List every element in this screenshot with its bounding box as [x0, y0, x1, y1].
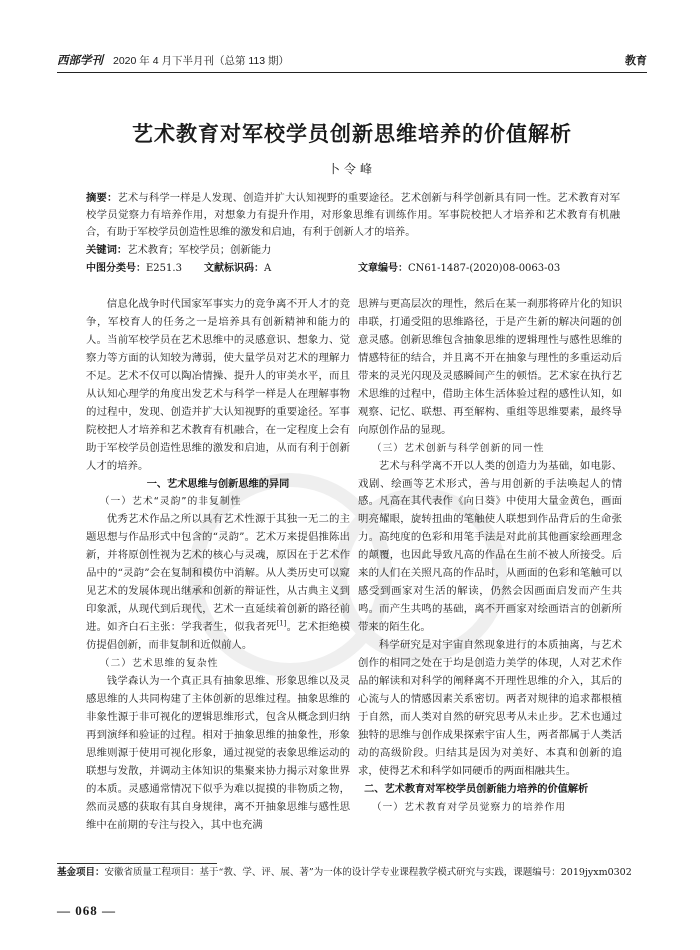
running-header [57, 50, 647, 70]
abstract-block [86, 190, 620, 259]
clc-code [86, 259, 182, 274]
article-title: 艺术教育对军校学员创新思维培养的价值解析 [132, 122, 572, 146]
abstract [86, 190, 620, 242]
text-run: 二、艺术教育对军校学员创新能力培养的价值解析 [364, 783, 589, 795]
footnote [57, 866, 647, 879]
footnote-text: 安徽省质量工程项目：基于“教、学、评、展、著”为一体的设计学专业课程教学模式研究与实践，课题编号：2019jyxm0302 [104, 867, 632, 878]
abstract-label: 摘要： [86, 192, 118, 204]
keywords-label: 关键词： [86, 243, 128, 256]
doc-code-value: A [264, 263, 272, 274]
subsection-heading [358, 440, 622, 458]
subsection-heading [358, 799, 622, 817]
body-paragraph [358, 458, 622, 638]
keywords [86, 242, 620, 259]
footnote-label: 基金项目： [57, 867, 105, 878]
clc-label: 中图分类号： [86, 263, 146, 274]
text-run: （三）艺术创新与科学创新的同一性 [371, 442, 545, 454]
text-run: 。艺术拒绝模仿提倡创新，而非复制和近似前人。 [86, 621, 351, 652]
keywords-text: 艺术教育；军校学员；创新能力 [127, 243, 272, 256]
text-run: （一）艺术“灵韵”的非复制性 [99, 496, 242, 508]
article-number-value: CN61-1487-(2020)08-0063-03 [408, 263, 561, 274]
text-run: 思辨与更高层次的理性，然后在某一刹那将碎片化的知识串联，打通受阻的思维路径，于是产生新的解决问题的创意灵感。创新思维包含抽象思维的逻辑理性与感性思维的情感特征的结合，并且离不开在抽象与理性的多重运动后带来的灵光闪现及灵感瞬间产生的顿悟。艺术家在执行艺术思维的过程中，借助主体生活体验过程的感性认知，如观察、记忆、联想、再至解构、重组等思维要素，最终导向原创作品的显现。 [358, 298, 622, 436]
subsection-heading [86, 493, 350, 511]
body-paragraph [86, 673, 350, 835]
text-run: （二）艺术思维的复杂性 [99, 658, 219, 670]
doc-code-label: 文献标识码： [204, 263, 264, 274]
article-number-label: 文章编号： [358, 263, 408, 274]
body-paragraph [358, 296, 622, 440]
article-author: 卜令峰 [327, 162, 376, 176]
citation-mark: [1] [276, 619, 287, 628]
body-paragraph [86, 511, 350, 655]
journal-name: 西部学刊 [57, 53, 103, 67]
text-run: 一、艺术思维与创新思维的异同 [146, 478, 290, 490]
article-number [358, 259, 560, 274]
text-run: 艺术与科学离不开以人类的创造力为基础，如电影、戏剧、绘画等艺术形式，善与用创新的手法唤起人的情感。凡高在其代表作《向日葵》中使用大量金黄色，画面明亮耀眼，旋转扭曲的笔触使人联想到作品背后的生命张力。高纯度的色彩和用笔手法是对此前其他画家绘画理念的颠覆，也因此导致凡高的作品在生前不被人所接受。后来的人们在关照凡高的作品时，从画面的色彩和笔触可以感受到画家对生活的解读，仍然会因画面启发而产生共鸣。而产生共鸣的基础，离不开画家对绘画语言的创新所带来的陌生化。 [358, 459, 622, 634]
page-number: — 068 — [57, 903, 116, 918]
text-run: 科学研究是对宇宙自然现象进行的本质抽离，与艺术创作的相同之处在于均是创造力美学的体现，人对艺术作品的解读和对科学的阐释离不开理性思维的介入，其后的心流与人的情感因素关系密切。两者对规律的追求都根植于自然，而人类对自然的研究思考从未止步。艺术也通过独特的思维与创作成果探索宇宙人生，两者都属于人类活动的高级阶段。归结其是因为对美好、本真和创新的追求，使得艺术和科学如同硬币的两面相融共生。 [358, 639, 622, 777]
doc-code [204, 259, 271, 274]
body-paragraph [86, 296, 350, 476]
footnote-rule [57, 863, 217, 864]
subsection-heading [86, 655, 350, 673]
text-run: 钱学森认为一个真正具有抽象思维、形象思维以及灵感思维的人共同构建了主体创新的思维过程。抽象思维的非象性源于非可视化的逻辑思维形式，包含从概念到归纳再到演绎和验证的过程。相对于抽象思维的抽象性，形象思维则源于使用可视化形象，通过视觉的表象思维运动的联想与发散，并调动主体知识的集聚来协力揭示对象世界的本质。灵感通常情况下似乎为难以捉摸的非物质之物，然而灵感的获取有其自身规律，离不开抽象思维与感性思维中在前期的专注与投入，其中也充满 [86, 675, 350, 831]
issue-info: 2020 年 4 月下半月刊（总第 113 期） [113, 55, 290, 67]
section-name: 教育 [625, 54, 647, 67]
text-run: 优秀艺术作品之所以具有艺术性源于其独一无二的主题思想与作品形式中包含的“灵韵”。艺术万来提倡推陈出新，并将原创性视为艺术的核心与灵魂，原因在于艺术作品中的“灵韵”会在复制和模仿中消解。从人类历史可以窥见艺术的发展体现出继承和创新的辩证性，从古典主义到印象派，从现代到后现代，艺术一直延续着创新的路径前进。如齐白石主张：学我者生，似我者死 [86, 513, 350, 634]
classification-line [86, 259, 620, 275]
body-column-right [358, 296, 622, 817]
header-rule [57, 72, 647, 73]
section-heading [86, 476, 350, 494]
section-heading [358, 781, 622, 799]
clc-value: E251.3 [146, 263, 182, 274]
body-column-left [86, 296, 350, 835]
text-run: 信息化战争时代国家军事实力的竞争离不开人才的竞争，军校育人的任务之一是培养具有创新精神和能力的人。当前军校学员在艺术思维中的灵感意识、想象力、觉察力等方面的认知较为薄弱，使大量学员对艺术的理解力不足。艺术不仅可以陶冶情操、提升人的审美水平，而且从认知心理学的角度出发艺术与科学一样是人在理解事物的过程中，发现、创造并扩大认知视野的重要途径。军事院校把人才培养和艺术教育有机融合，在一定程度上会有助于军校学员创造性思维的激发和启迪，从而有利于创新人才的培养。 [86, 298, 350, 472]
text-run: （一）艺术教育对学员觉察力的培养作用 [371, 801, 567, 813]
abstract-text: 艺术与科学一样是人发现、创造并扩大认知视野的重要途径。艺术创新与科学创新具有同一性。艺术教育对军校学员觉察力有培养作用，对想象力有提升作用，对形象思维有训练作用。军事院校把人才培养和艺术教育有机融合，有助于军校学员创造性思维的激发和启迪，有利于创新人才的培养。 [86, 192, 621, 239]
body-paragraph [358, 637, 622, 781]
